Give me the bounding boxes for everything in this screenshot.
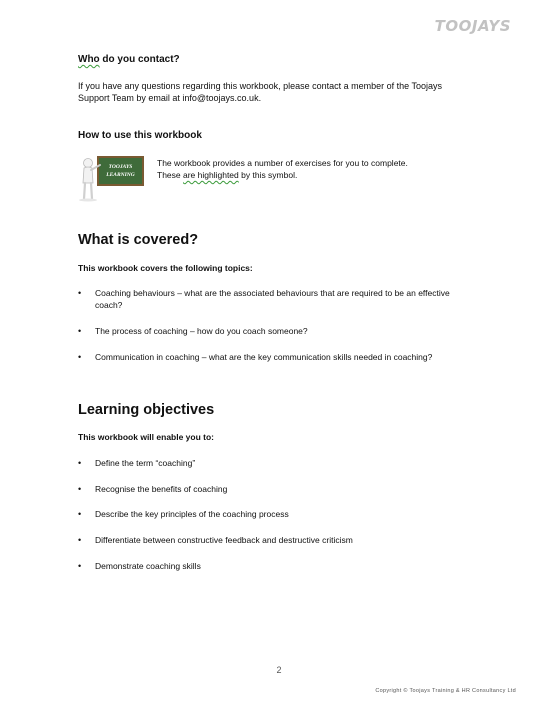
covered-bullet-text: Communication in coaching – what are the key communication skills needed in coaching? — [95, 352, 433, 362]
objectives-heading: Learning objectives — [78, 402, 215, 418]
contact-heading-rest: do you contact? — [99, 54, 180, 65]
page-number: 2 — [276, 665, 282, 675]
figure-head — [84, 159, 93, 168]
chalkboard-shape — [98, 157, 143, 185]
brand-logo-text: TOOJAYS — [434, 17, 511, 35]
contact-heading-who: Who — [78, 54, 100, 65]
objective-bullet-text: Recognise the benefits of coaching — [95, 484, 228, 494]
toojays-learning-board-icon — [78, 153, 146, 203]
bullet-dot: • — [78, 535, 82, 545]
bullet-dot: • — [78, 509, 82, 519]
contact-line-1: If you have any questions regarding this workbook, please contact a member of the Toojays — [78, 81, 443, 91]
chalkboard-figure-graphic — [78, 153, 146, 203]
bullet-dot: • — [78, 352, 82, 362]
bullet-dot: • — [78, 326, 82, 336]
objective-bullet — [78, 457, 478, 469]
contact-heading — [78, 54, 180, 65]
figure-shadow — [79, 199, 97, 202]
how-to-heading: How to use this workbook — [78, 130, 202, 141]
contact-line-2: Support Team by email at info@toojays.co.uk. — [78, 93, 262, 103]
covered-bullet — [78, 287, 478, 311]
objective-bullet-text: Define the term “coaching” — [95, 458, 196, 468]
how-to-line-2c: by this symbol. — [238, 170, 298, 180]
covered-bullet-text: The process of coaching – how do you coach someone? — [95, 326, 308, 336]
objective-bullet-text: Describe the key principles of the coaching process — [95, 509, 289, 519]
how-to-line-2a: These — [157, 170, 183, 180]
figure-legs — [84, 183, 92, 199]
how-to-line-2 — [157, 169, 457, 181]
how-to-description — [157, 157, 457, 181]
covered-bullet — [78, 325, 478, 337]
objective-bullet-text: Demonstrate coaching skills — [95, 561, 201, 571]
objective-bullet — [78, 483, 478, 495]
board-line-1: TOOJAYS — [108, 164, 133, 170]
objectives-lead: This workbook will enable you to: — [78, 432, 215, 442]
how-to-line-2b: are highlighted — [183, 170, 239, 180]
covered-bullet — [78, 351, 478, 363]
objective-bullet-text: Differentiate between constructive feedback and destructive criticism — [95, 535, 353, 545]
objective-bullet — [78, 508, 478, 520]
covered-lead: This workbook covers the following topics: — [78, 263, 253, 273]
bullet-dot: • — [78, 458, 82, 468]
copyright-notice: Copyright © Toojays Training & HR Consultancy Ltd — [375, 688, 516, 694]
bullet-dot: • — [78, 288, 82, 298]
covered-bullet-text: Coaching behaviours – what are the associated behaviours that are required to be an effective coach? — [95, 288, 450, 310]
bullet-dot: • — [78, 484, 82, 494]
objective-bullet — [78, 534, 478, 546]
contact-paragraph — [78, 80, 498, 104]
covered-heading: What is covered? — [78, 232, 199, 248]
bullet-dot: • — [78, 561, 82, 571]
how-to-line-1: The workbook provides a number of exercises for you to complete. — [157, 158, 408, 168]
objective-bullet — [78, 560, 478, 572]
board-line-2: LEARNING — [106, 172, 135, 178]
